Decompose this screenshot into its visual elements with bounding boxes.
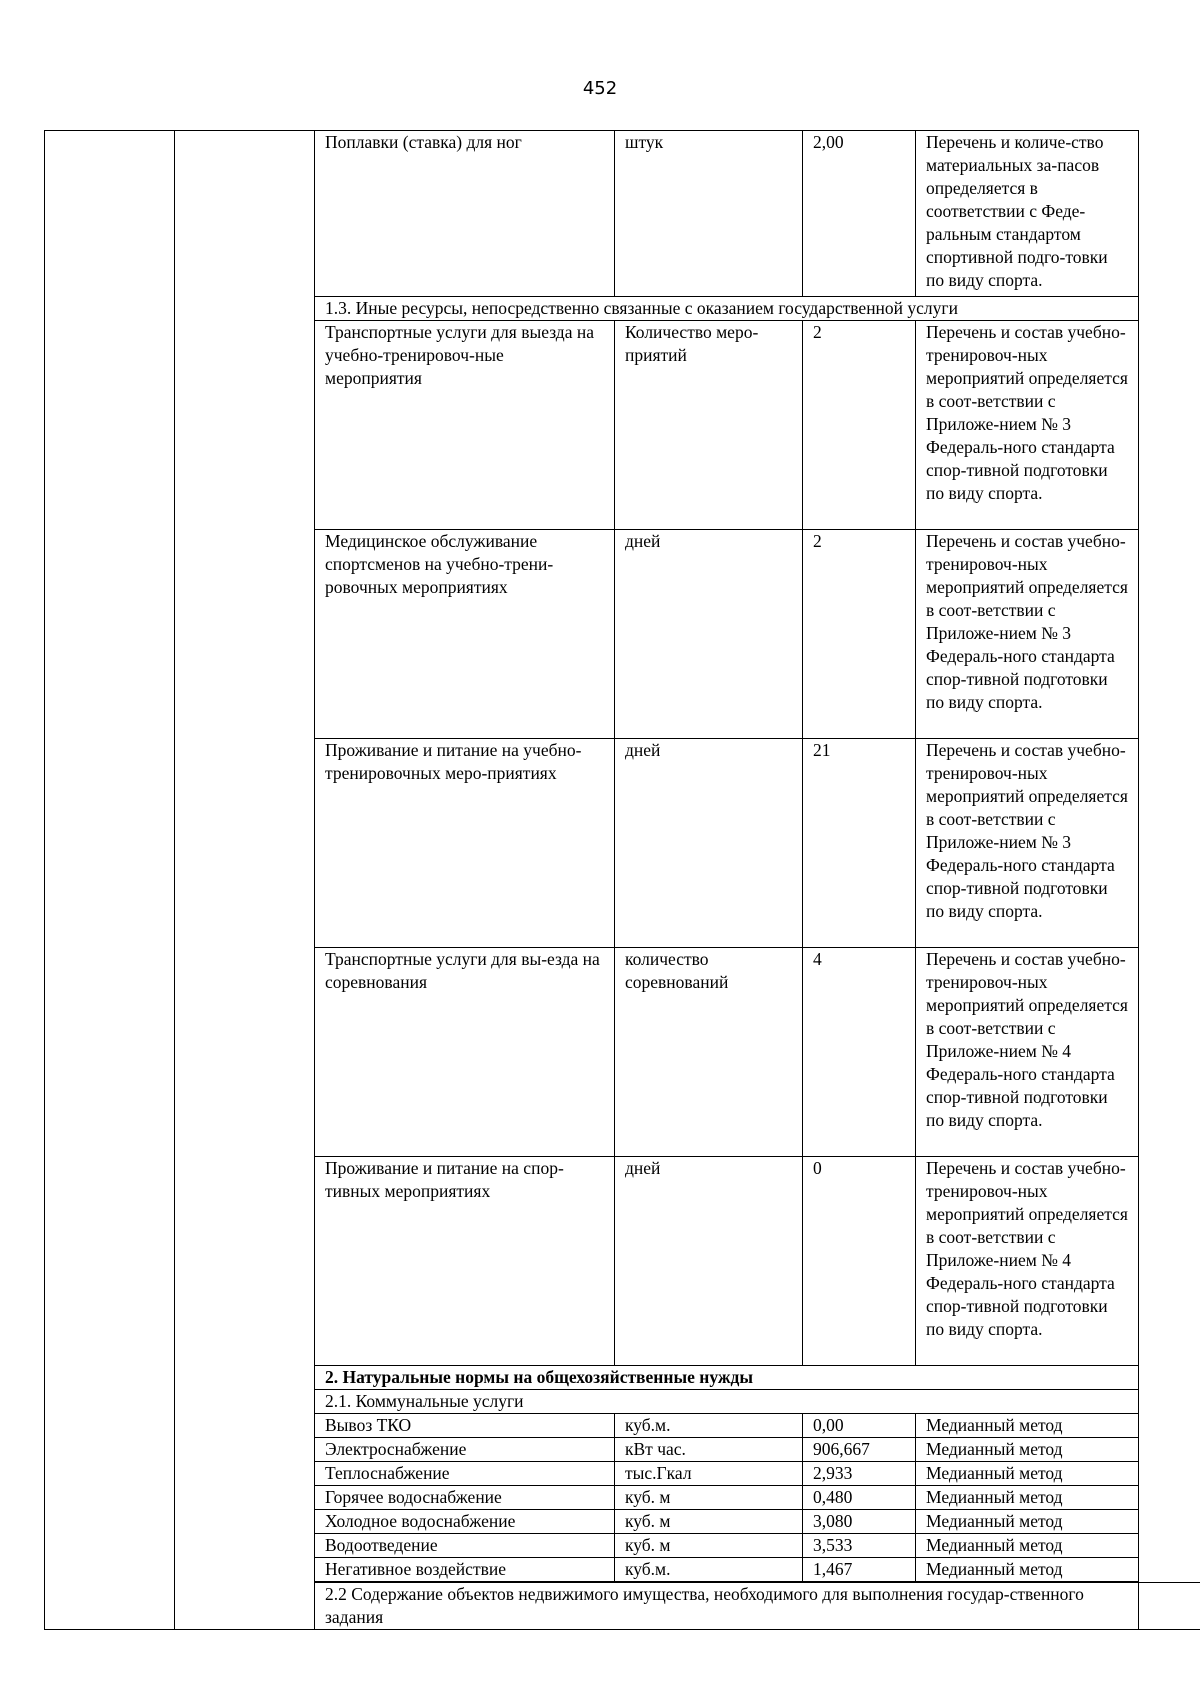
blank-column-1 bbox=[45, 131, 175, 1630]
utility-note: Медианный метод bbox=[916, 1534, 1139, 1558]
utility-unit: куб.м. bbox=[615, 1558, 803, 1582]
utility-note: Медианный метод bbox=[916, 1510, 1139, 1534]
resource-unit: Количество меро-приятий bbox=[615, 321, 803, 530]
utility-unit: куб. м bbox=[615, 1510, 803, 1534]
right-margin-last bbox=[1139, 1583, 1200, 1630]
utility-note: Медианный метод bbox=[916, 1486, 1139, 1510]
utility-note: Медианный метод bbox=[916, 1414, 1139, 1438]
utility-unit: куб. м bbox=[615, 1534, 803, 1558]
resource-note: Перечень и состав учебно-тренировоч-ных мероприятий определяется в соот-ветствии с Приложе-нием № 3 Федераль-ного стандарта спор-тивной подготовки по виду спорта. bbox=[916, 739, 1139, 948]
resource-name: Медицинское обслуживание спортсменов на учебно-трени-ровочных мероприятиях bbox=[315, 530, 615, 739]
section-heading-1-3: 1.3. Иные ресурсы, непосредственно связанные с оказанием государственной услуги bbox=[315, 297, 1139, 321]
utility-unit: кВт час. bbox=[615, 1438, 803, 1462]
utility-name: Горячее водоснабжение bbox=[315, 1486, 615, 1510]
utility-value: 3,533 bbox=[803, 1534, 916, 1558]
utility-name: Водоотведение bbox=[315, 1534, 615, 1558]
resource-note: Перечень и состав учебно-тренировоч-ных мероприятий определяется в соот-ветствии с Приложе-нием № 4 Федераль-ного стандарта спор-тивной подготовки по виду спорта. bbox=[916, 1157, 1139, 1366]
utility-unit: куб.м. bbox=[615, 1414, 803, 1438]
utility-value: 0,480 bbox=[803, 1486, 916, 1510]
utility-note: Медианный метод bbox=[916, 1462, 1139, 1486]
utility-value: 3,080 bbox=[803, 1510, 916, 1534]
utility-value: 906,667 bbox=[803, 1438, 916, 1462]
resource-note: Перечень и состав учебно-тренировоч-ных мероприятий определяется в соот-ветствии с Приложе-нием № 4 Федераль-ного стандарта спор-тивной подготовки по виду спорта. bbox=[916, 948, 1139, 1157]
resource-value: 4 bbox=[803, 948, 916, 1157]
utility-note: Медианный метод bbox=[916, 1558, 1139, 1582]
utility-note: Медианный метод bbox=[916, 1438, 1139, 1462]
section-heading-2-1: 2.1. Коммунальные услуги bbox=[315, 1390, 1139, 1414]
resource-note: Перечень и количе-ство материальных за-пасов определяется в соответствии с Феде-ральным стандартом спортивной подго-товки по виду спорта. bbox=[916, 131, 1139, 297]
resource-name: Поплавки (ставка) для ног bbox=[315, 131, 615, 297]
resource-note: Перечень и состав учебно-тренировоч-ных мероприятий определяется в соот-ветствии с Приложе-нием № 3 Федераль-ного стандарта спор-тивной подготовки по виду спорта. bbox=[916, 321, 1139, 530]
utility-unit: тыс.Гкал bbox=[615, 1462, 803, 1486]
resource-name: Транспортные услуги для выезда на учебно-тренировоч-ные мероприятия bbox=[315, 321, 615, 530]
right-margin bbox=[1139, 131, 1200, 1583]
resource-value: 21 bbox=[803, 739, 916, 948]
utility-name: Вывоз ТКО bbox=[315, 1414, 615, 1438]
norms-table bbox=[44, 130, 1200, 1630]
resource-value: 2,00 bbox=[803, 131, 916, 297]
utility-name: Негативное воздействие bbox=[315, 1558, 615, 1582]
utility-value: 2,933 bbox=[803, 1462, 916, 1486]
resource-note: Перечень и состав учебно-тренировоч-ных мероприятий определяется в соот-ветствии с Приложе-нием № 3 Федераль-ного стандарта спор-тивной подготовки по виду спорта. bbox=[916, 530, 1139, 739]
utility-name: Электроснабжение bbox=[315, 1438, 615, 1462]
resource-name: Проживание и питание на учебно-тренировочных меро-приятиях bbox=[315, 739, 615, 948]
utility-value: 0,00 bbox=[803, 1414, 916, 1438]
resource-unit: количество соревнований bbox=[615, 948, 803, 1157]
resource-unit: штук bbox=[615, 131, 803, 297]
resource-unit: дней bbox=[615, 739, 803, 948]
utility-name: Теплоснабжение bbox=[315, 1462, 615, 1486]
resource-value: 2 bbox=[803, 530, 916, 739]
resource-unit: дней bbox=[615, 530, 803, 739]
resource-name: Проживание и питание на спор-тивных мероприятиях bbox=[315, 1157, 615, 1366]
table-row bbox=[45, 131, 1200, 297]
resource-value: 2 bbox=[803, 321, 916, 530]
utility-unit: куб. м bbox=[615, 1486, 803, 1510]
section-heading-2-2: 2.2 Содержание объектов недвижимого имущества, необходимого для выполнения государ-ственного задания bbox=[315, 1583, 1139, 1630]
resource-unit: дней bbox=[615, 1157, 803, 1366]
blank-column-2 bbox=[175, 131, 315, 1630]
page-number: 452 bbox=[582, 78, 618, 99]
utility-value: 1,467 bbox=[803, 1558, 916, 1582]
resource-name: Транспортные услуги для вы-езда на соревнования bbox=[315, 948, 615, 1157]
utility-name: Холодное водоснабжение bbox=[315, 1510, 615, 1534]
resource-value: 0 bbox=[803, 1157, 916, 1366]
section-heading-2: 2. Натуральные нормы на общехозяйственные нужды bbox=[315, 1366, 1139, 1390]
